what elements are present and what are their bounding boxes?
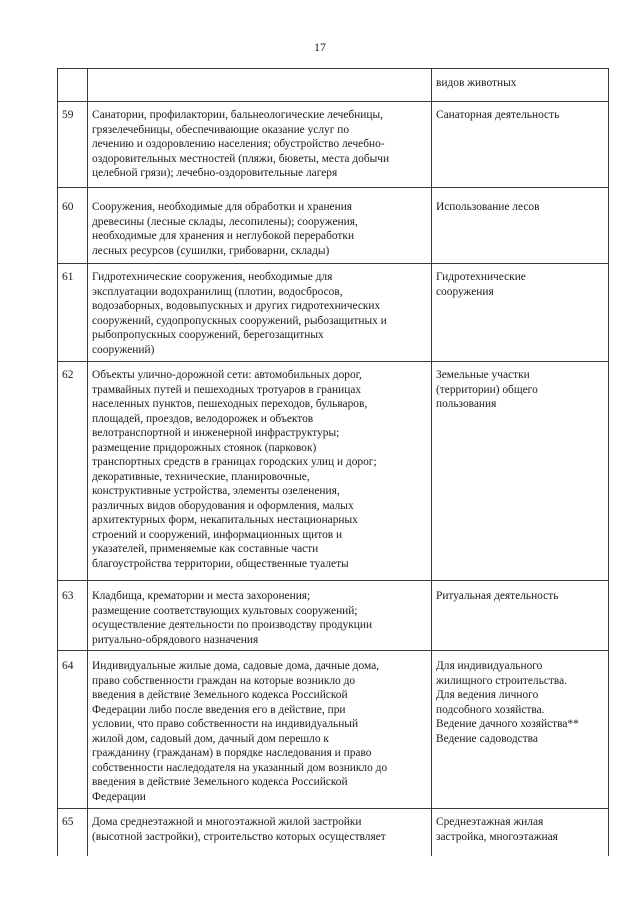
use-type-cell [432,581,609,651]
row-number-cell [58,102,88,188]
row-description: Дома среднеэтажной и многоэтажной жилой застройки (высотной застройки), строительство которых осуществляет [92,816,386,843]
row-use-type: Санаторная деятельность [436,109,560,121]
use-type-cell [432,188,609,264]
row-number: 62 [62,369,74,381]
row-use-type: Для индивидуального жилищного строительства. Для ведения личного подсобного хозяйства. Ведение дачного хозяйства** Ведение садоводства [436,660,579,745]
description-cell [88,102,432,188]
use-type-cell [432,809,609,857]
row-description: Сооружения, необходимые для обработки и хранения древесины (лесные склады, лесопилены); сооружения, необходимые для хранения и неглубокой переработки лесных ресурсов (сушилки, грибоварни, склады) [92,201,358,257]
description-cell [88,264,432,362]
row-number-cell [58,809,88,857]
row-use-type: Ритуальная деятельность [436,590,559,602]
row-description: Объекты улично-дорожной сети: автомобильных дорог, трамвайных путей и пешеходных тротуаров в границах населенных пунктов, пешеходных переходов, бульваров, площадей, проездов, велодорожек и объектов велотранспортной и инженерной инфраструктуры; размещение придорожных стоянок (парковок) транспортных средств в границах городских улиц и дорог; декоративные, технические, планировочные, конструктивные устройства, элементы озеленения, различных видов оборудования и оформления, малых архитектурных форм, некапитальных нестационарных строений и сооружений, информационных щитов и указателей, применяемые как составные части благоустройства территории, общественные туалеты [92,369,377,570]
row-number-cell [58,581,88,651]
row-number-cell [58,69,88,102]
row-number-cell [58,188,88,264]
description-cell [88,809,432,857]
table-row [58,188,609,264]
use-type-cell [432,264,609,362]
table-row [58,651,609,809]
use-type-cell [432,362,609,581]
use-type-cell [432,69,609,102]
description-cell [88,188,432,264]
row-use-type: Гидротехнические сооружения [436,271,526,298]
page-number: 17 [314,40,326,54]
description-cell [88,651,432,809]
row-description: Индивидуальные жилые дома, садовые дома, дачные дома, право собственности граждан на которые возникло до введения в действие Земельного кодекса Российской Федерации либо после введения его в действие, при условии, что право собственности на индивидуальный жилой дом, садовый дом, дачный дом перешло к гражданину (гражданам) в порядке наследования и право собственности наследодателя на указанный дом возникло до введения в действие Земельного кодекса Российской Федерации [92,660,388,803]
table-row [58,102,609,188]
table-row [58,581,609,651]
row-description: Кладбища, крематории и места захоронения; размещение соответствующих культовых сооружений; осуществление деятельности по производству продукции ритуально-обрядового назначения [92,590,373,646]
row-description: Гидротехнические сооружения, необходимые для эксплуатации водохранилищ (плотин, водосбросов, водозаборных, водовыпускных и других гидротехнических сооружений, судопропускных сооружений, рыбозащитных и рыбопропускных сооружений, берегозащитных сооружений) [92,271,387,356]
table-row [58,809,609,857]
row-use-type: Среднеэтажная жилая застройка, многоэтажная [436,816,558,843]
row-number: 60 [62,201,74,213]
description-cell [88,362,432,581]
row-use-type: видов животных [436,77,517,89]
use-type-cell [432,102,609,188]
table-row [58,264,609,362]
row-number-cell [58,362,88,581]
row-number: 59 [62,109,74,121]
row-use-type: Использование лесов [436,201,540,213]
description-cell [88,69,432,102]
row-number: 65 [62,816,74,828]
table-row [58,362,609,581]
row-number: 63 [62,590,74,602]
row-number: 64 [62,660,74,672]
row-number-cell [58,651,88,809]
use-type-cell [432,651,609,809]
description-cell [88,581,432,651]
row-description: Санатории, профилактории, бальнеологические лечебницы, грязелечебницы, обеспечивающие оказание услуг по лечению и оздоровлению населения; обустройство лечебно- оздоровительных местностей (пляжи, бюветы, места добычи целебной грязи); лечебно-оздоровительные лагеря [92,109,390,179]
table-row-continuation [58,69,609,102]
land-use-table [57,68,609,856]
row-number-cell [58,264,88,362]
row-number: 61 [62,271,74,283]
row-use-type: Земельные участки (территории) общего пользования [436,369,538,410]
